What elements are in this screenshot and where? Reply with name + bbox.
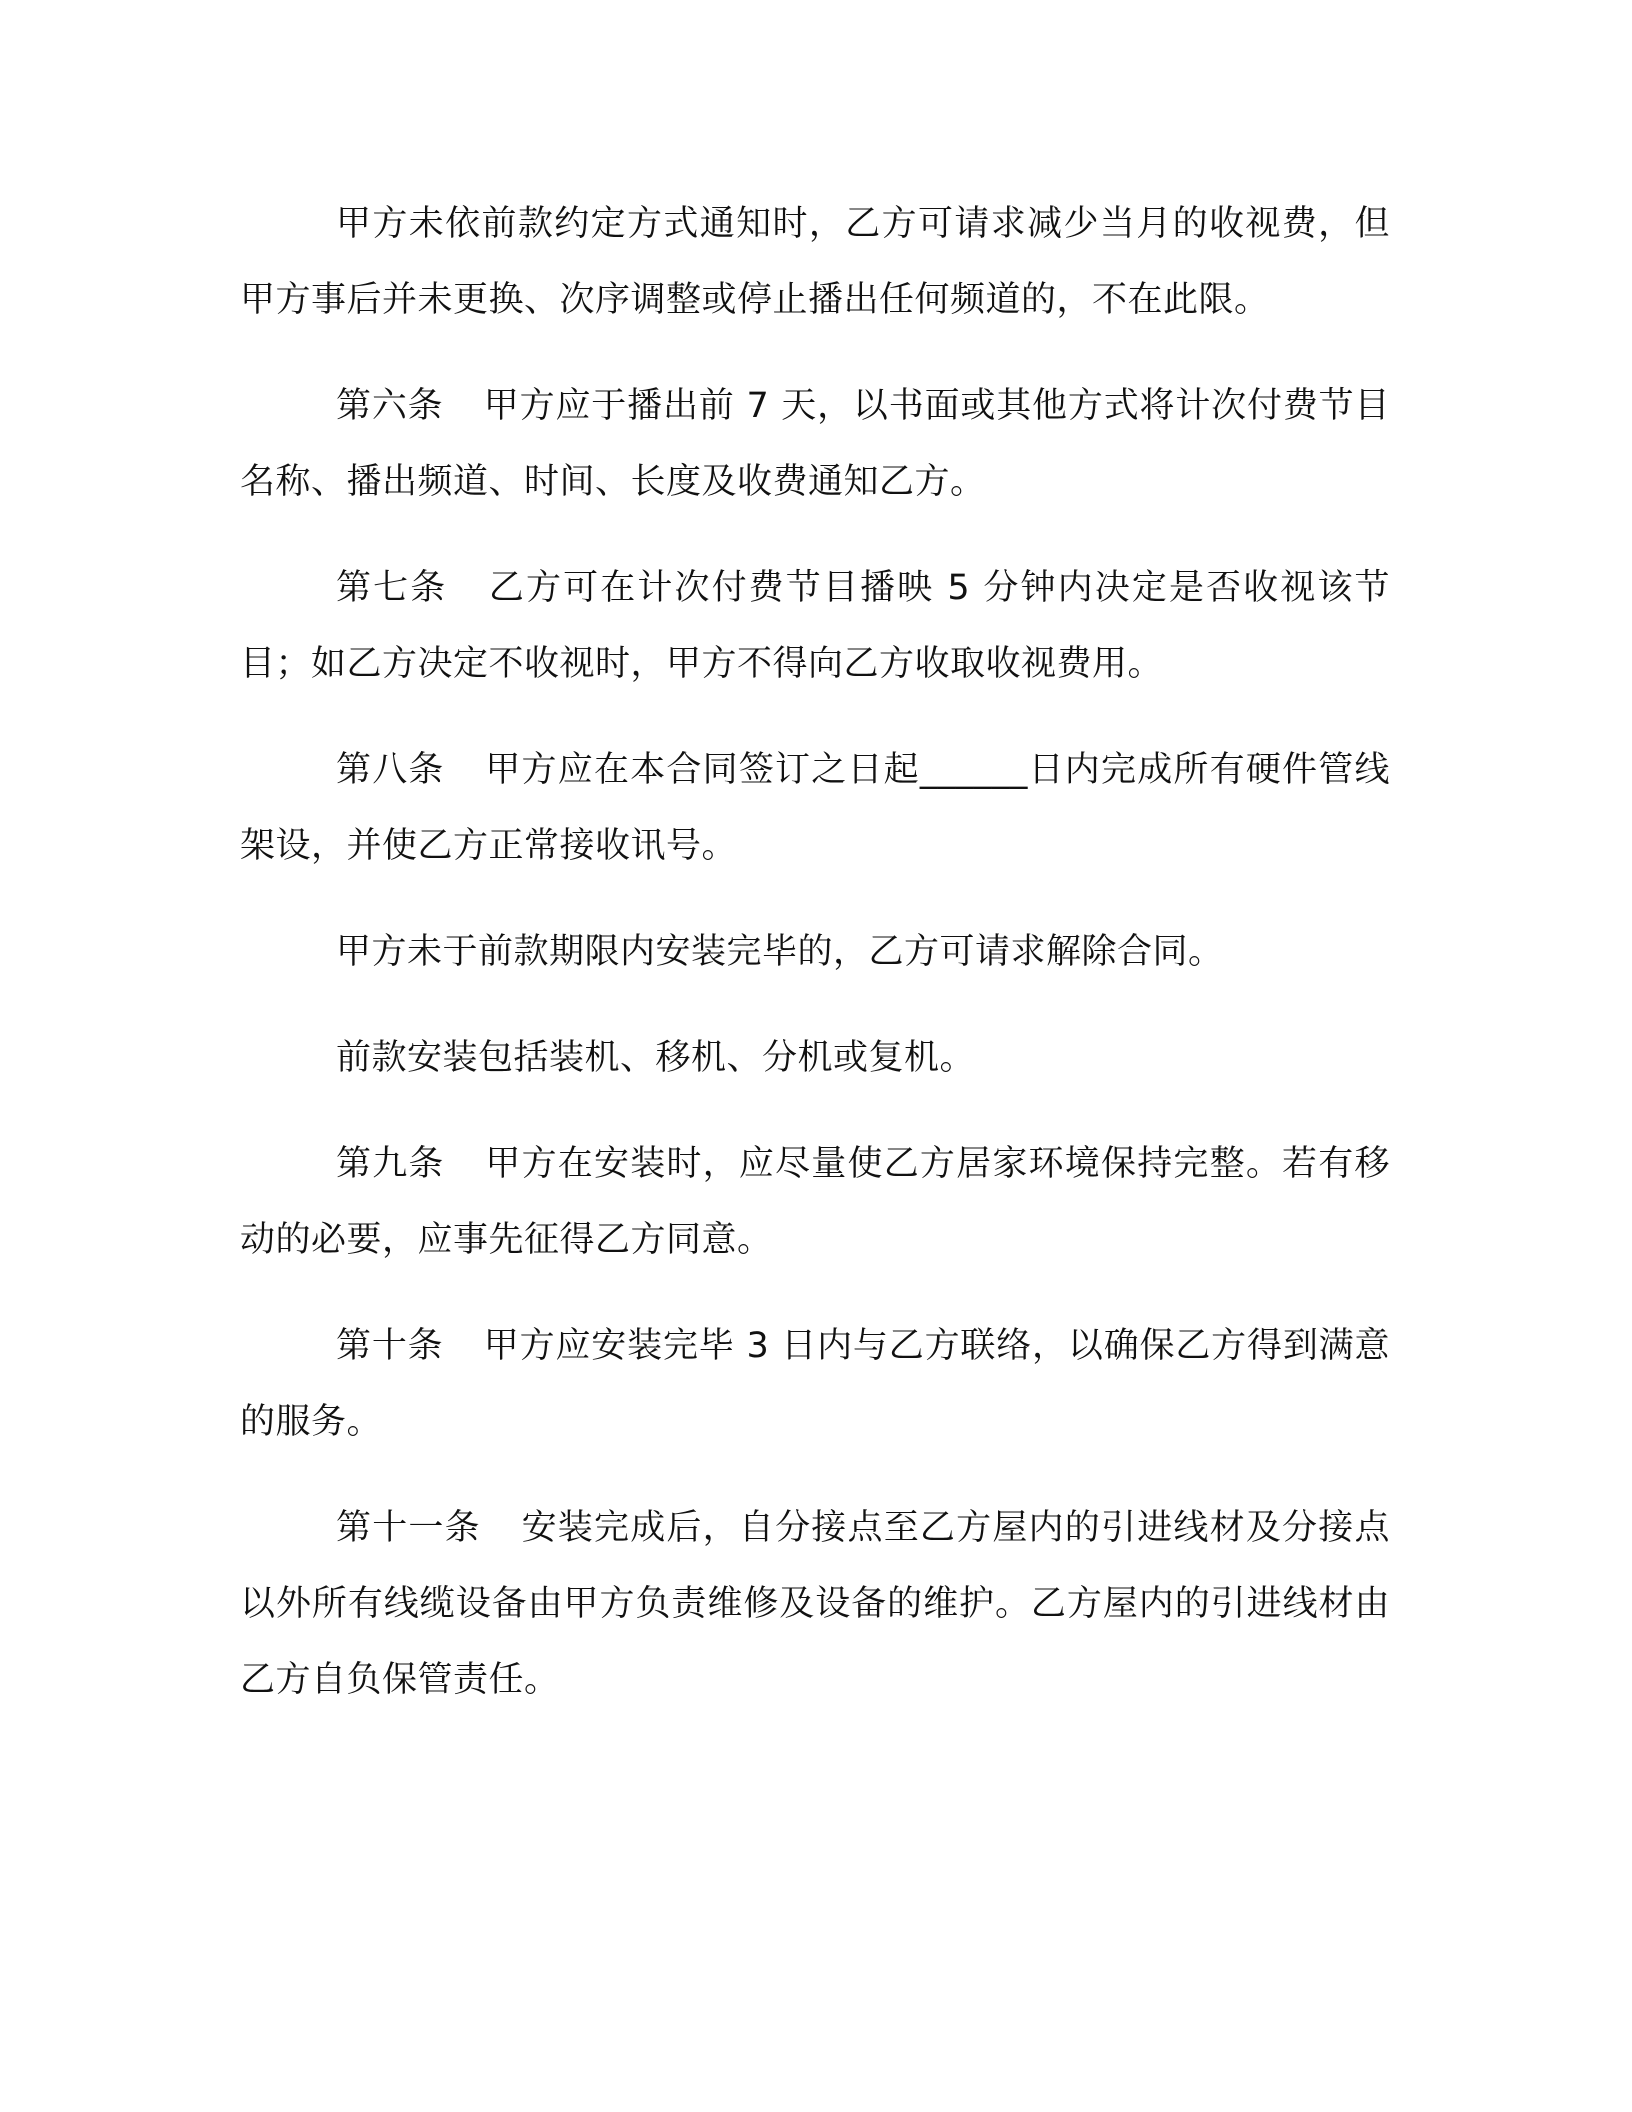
article-9 xyxy=(240,1126,1390,1278)
article-heading: 第七条 xyxy=(336,568,448,608)
article-text: 甲方应于播出前 7 天，以书面或其他方式将计次付费节目名称、播出频道、时间、长度及收费通知乙方。 xyxy=(240,386,1390,502)
article-10 xyxy=(240,1308,1390,1460)
article-6 xyxy=(240,368,1390,520)
article-heading: 第六条 xyxy=(336,386,444,426)
article-7 xyxy=(240,550,1390,702)
article-text: 甲方在安装时，应尽量使乙方居家环境保持完整。若有移动的必要，应事先征得乙方同意。 xyxy=(240,1144,1390,1260)
article-text: 安装完成后，自分接点至乙方屋内的引进线材及分接点以外所有线缆设备由甲方负责维修及设备的维护。乙方屋内的引进线材由乙方自负保管责任。 xyxy=(240,1508,1390,1700)
paragraph-text: 甲方未于前款期限内安装完毕的，乙方可请求解除合同。 xyxy=(336,932,1224,972)
article-heading: 第十条 xyxy=(336,1326,444,1366)
paragraph-notice-reduction xyxy=(240,186,1390,338)
paragraph-text: 甲方未依前款约定方式通知时，乙方可请求减少当月的收视费，但甲方事后并未更换、次序调整或停止播出任何频道的，不在此限。 xyxy=(240,204,1390,320)
article-heading: 第八条 xyxy=(336,750,445,790)
article-text: 乙方可在计次付费节目播映 5 分钟内决定是否收视该节目；如乙方决定不收视时，甲方不得向乙方收取收视费用。 xyxy=(240,568,1390,684)
article-11 xyxy=(240,1490,1390,1718)
document-body xyxy=(240,186,1390,1748)
paragraph-termination xyxy=(240,914,1390,990)
paragraph-installation-scope xyxy=(240,1020,1390,1096)
article-heading: 第十一条 xyxy=(336,1508,481,1548)
article-text: 甲方应安装完毕 3 日内与乙方联络，以确保乙方得到满意的服务。 xyxy=(240,1326,1390,1442)
article-heading: 第九条 xyxy=(336,1144,445,1184)
article-8 xyxy=(240,732,1390,884)
article-text: 甲方应在本合同签订之日起______日内完成所有硬件管线架设，并使乙方正常接收讯号。 xyxy=(240,750,1390,866)
paragraph-text: 前款安装包括装机、移机、分机或复机。 xyxy=(336,1038,976,1078)
